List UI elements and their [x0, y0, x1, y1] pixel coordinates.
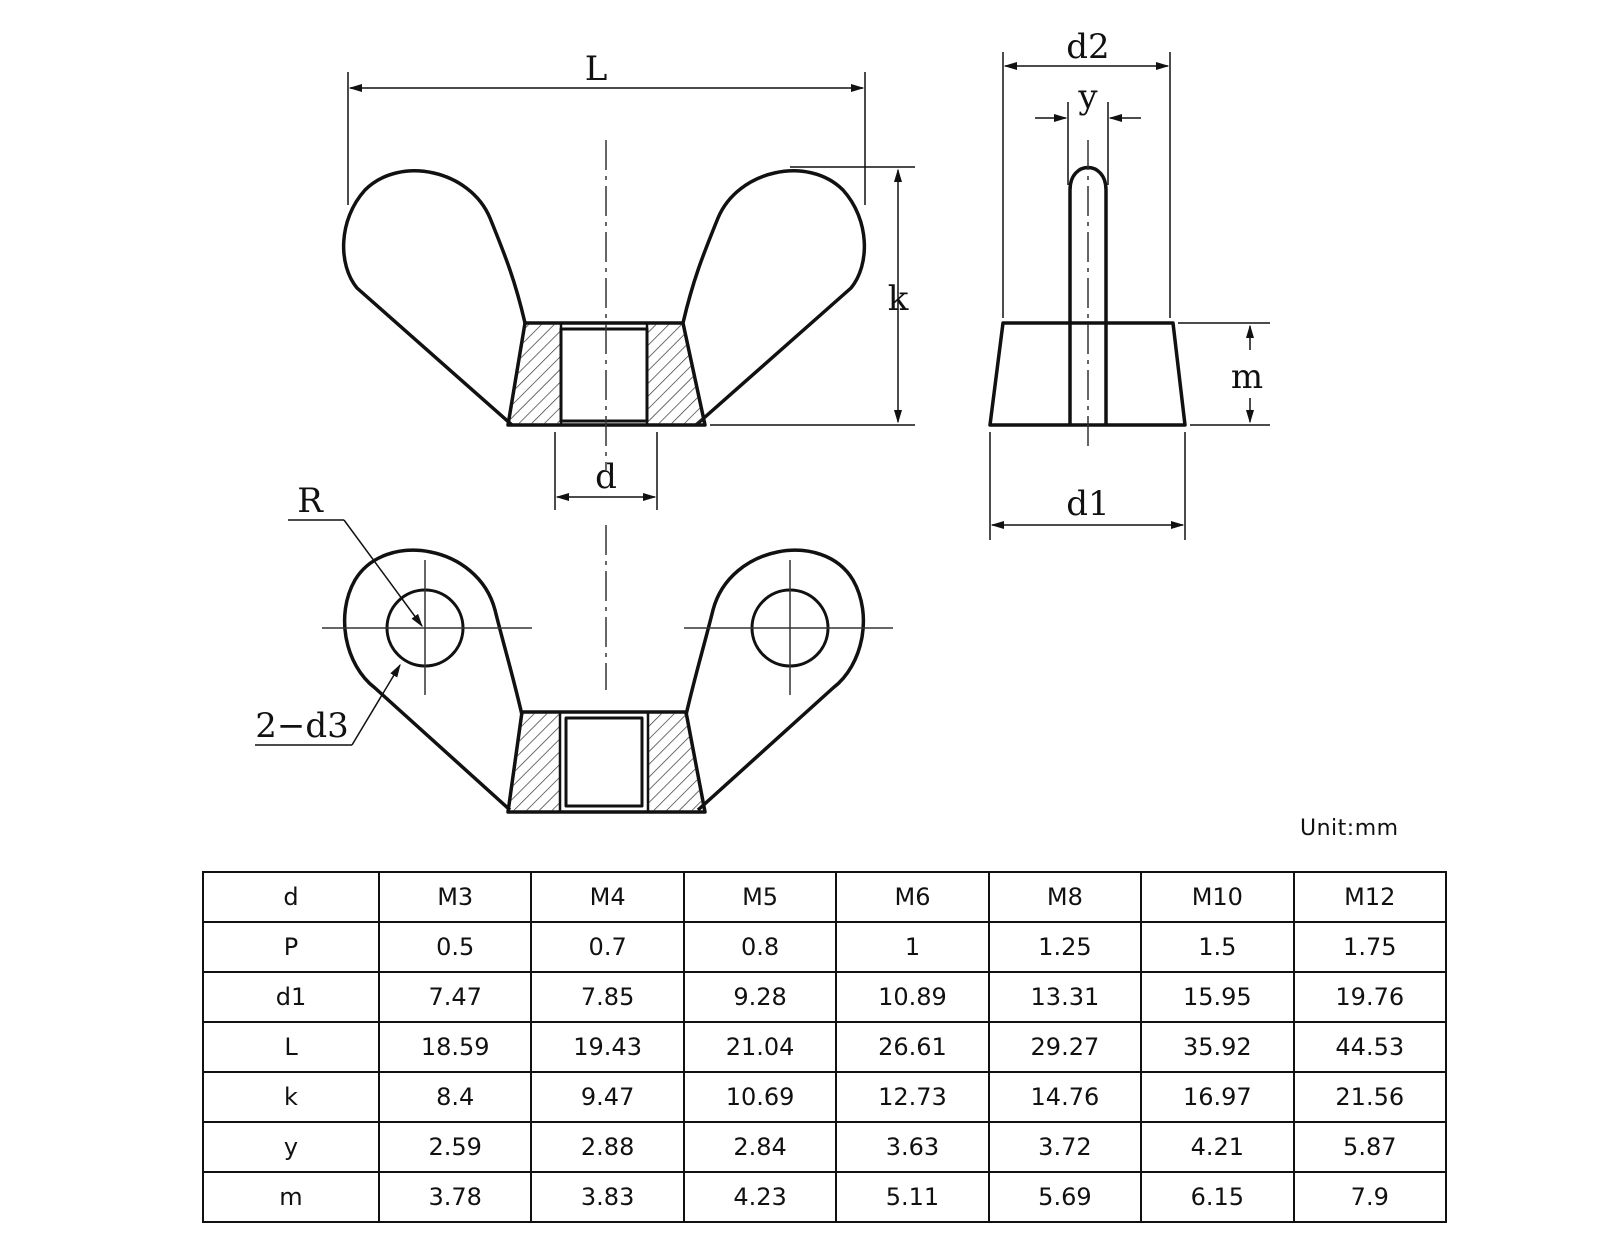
table-row: [203, 1172, 1446, 1222]
front-view: [344, 171, 865, 425]
table-cell: 13.31: [989, 972, 1141, 1022]
table-cell: 15.95: [1141, 972, 1293, 1022]
table-cell: M3: [379, 872, 531, 922]
table-cell: 5.69: [989, 1172, 1141, 1222]
leader-R: [288, 520, 422, 626]
label-d1: d1: [1066, 484, 1110, 524]
specification-table-body: [203, 872, 1446, 1222]
table-cell: 5.11: [836, 1172, 988, 1222]
table-cell: 12.73: [836, 1072, 988, 1122]
table-cell: 10.89: [836, 972, 988, 1022]
row-header: L: [203, 1022, 379, 1072]
unit-label: Unit:mm: [1300, 816, 1399, 841]
table-cell: 1.25: [989, 922, 1141, 972]
row-header: y: [203, 1122, 379, 1172]
table-cell: 10.69: [684, 1072, 836, 1122]
table-cell: 44.53: [1294, 1022, 1446, 1072]
table-cell: 29.27: [989, 1022, 1141, 1072]
label-2-d3: 2−d3: [255, 706, 349, 746]
table-cell: 3.72: [989, 1122, 1141, 1172]
table-cell: M6: [836, 872, 988, 922]
label-y: y: [1078, 77, 1098, 117]
table-cell: 35.92: [1141, 1022, 1293, 1072]
top-hatch-left: [508, 712, 560, 812]
row-header: d: [203, 872, 379, 922]
table-cell: 5.87: [1294, 1122, 1446, 1172]
table-cell: M12: [1294, 872, 1446, 922]
front-right-wing-outline: [683, 171, 864, 425]
top-right-wing-outline: [686, 550, 863, 810]
table-cell: 4.23: [684, 1172, 836, 1222]
table-cell: 19.43: [531, 1022, 683, 1072]
top-view: [345, 550, 864, 812]
table-cell: 2.84: [684, 1122, 836, 1172]
table-cell: 6.15: [1141, 1172, 1293, 1222]
table-cell: 7.9: [1294, 1172, 1446, 1222]
table-cell: 3.78: [379, 1172, 531, 1222]
table-cell: 0.7: [531, 922, 683, 972]
table-cell: 2.59: [379, 1122, 531, 1172]
table-cell: 21.04: [684, 1022, 836, 1072]
table-cell: 18.59: [379, 1022, 531, 1072]
front-hatch-right: [647, 323, 705, 425]
table-cell: 9.28: [684, 972, 836, 1022]
table-cell: 3.63: [836, 1122, 988, 1172]
label-L: L: [584, 49, 608, 89]
table-cell: M10: [1141, 872, 1293, 922]
label-m: m: [1230, 357, 1264, 397]
table-cell: 26.61: [836, 1022, 988, 1072]
table-cell: 0.5: [379, 922, 531, 972]
front-thread-bore: [561, 329, 647, 421]
row-header: k: [203, 1072, 379, 1122]
table-row: [203, 1072, 1446, 1122]
specification-table: [202, 871, 1447, 1223]
table-cell: 4.21: [1141, 1122, 1293, 1172]
table-cell: 8.4: [379, 1072, 531, 1122]
table-cell: 19.76: [1294, 972, 1446, 1022]
dim-L: [348, 72, 865, 205]
table-row: [203, 872, 1446, 922]
row-header: m: [203, 1172, 379, 1222]
table-cell: 14.76: [989, 1072, 1141, 1122]
top-thread-bore: [566, 718, 642, 806]
table-cell: 2.88: [531, 1122, 683, 1172]
table-cell: 9.47: [531, 1072, 683, 1122]
table-cell: M5: [684, 872, 836, 922]
table-cell: M8: [989, 872, 1141, 922]
label-d2: d2: [1066, 27, 1110, 67]
label-k: k: [887, 279, 909, 319]
table-row: [203, 922, 1446, 972]
table-cell: 16.97: [1141, 1072, 1293, 1122]
top-hatch-right: [648, 712, 705, 812]
table-cell: 21.56: [1294, 1072, 1446, 1122]
top-left-wing-outline: [345, 550, 522, 810]
table-cell: 3.83: [531, 1172, 683, 1222]
table-cell: 1: [836, 922, 988, 972]
table-cell: M4: [531, 872, 683, 922]
table-cell: 0.8: [684, 922, 836, 972]
front-left-wing-outline: [344, 171, 525, 425]
table-row: [203, 1022, 1446, 1072]
table-cell: 1.75: [1294, 922, 1446, 972]
label-R: R: [297, 481, 323, 521]
table-row: [203, 972, 1446, 1022]
label-d: d: [595, 457, 617, 497]
table-cell: 1.5: [1141, 922, 1293, 972]
front-hatch-left: [508, 323, 561, 425]
table-row: [203, 1122, 1446, 1172]
row-header: d1: [203, 972, 379, 1022]
table-cell: 7.47: [379, 972, 531, 1022]
table-cell: 7.85: [531, 972, 683, 1022]
row-header: P: [203, 922, 379, 972]
